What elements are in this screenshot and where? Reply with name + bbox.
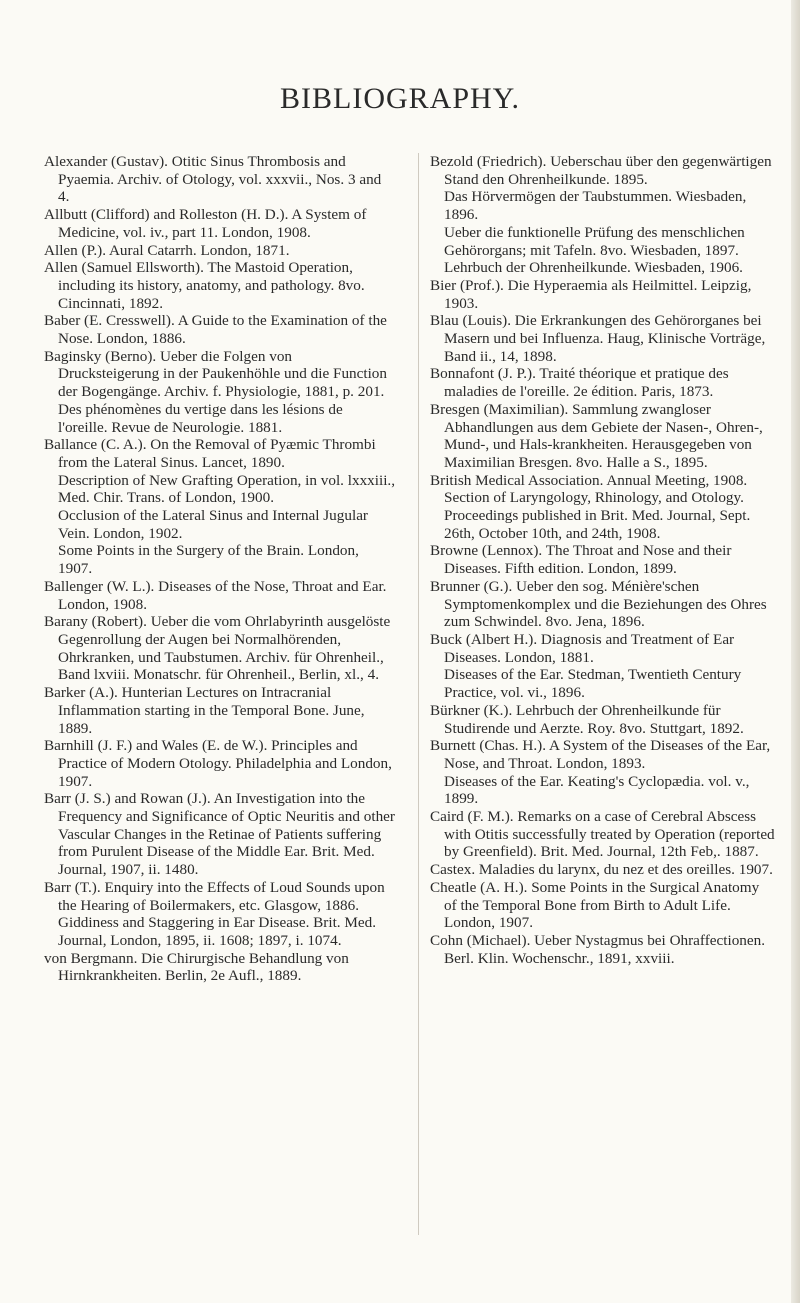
bibliography-subentry: Diseases of the Ear. Stedman, Twentieth Century Practice, vol. vi., 1896. bbox=[444, 666, 742, 702]
bibliography-subentry: Das Hörvermögen der Taubstummen. Wiesbaden, 1896. bbox=[444, 188, 747, 224]
bibliography-subentry: Some Points in the Surgery of the Brain. London, 1907. bbox=[58, 542, 359, 578]
bibliography-subentry: Des phénomènes du vertige dans les lésions de l'oreille. Revue de Neurologie. 1881. bbox=[58, 400, 343, 436]
bibliography-entry: Bier (Prof.). Die Hyperaemia als Heilmittel. Leipzig, 1903. bbox=[430, 276, 752, 312]
page-edge bbox=[791, 0, 800, 1303]
bibliography-subentry: Occlusion of the Lateral Sinus and Internal Jugular Vein. London, 1902. bbox=[58, 507, 368, 542]
bibliography-entry: Buck (Albert H.). Diagnosis and Treatment of Ear Diseases. London, 1881. bbox=[430, 630, 735, 666]
bibliography-entry: Cohn (Michael). Ueber Nystagmus bei Ohraffectionen. Berl. Klin. Wochenschr., 1891, xxviii. bbox=[430, 931, 766, 967]
bibliography-entry: Ballenger (W. L.). Diseases of the Nose, Throat and Ear. London, 1908. bbox=[44, 577, 387, 613]
bibliography-entry: Bürkner (K.). Lehrbuch der Ohrenheilkunde für Studirende und Aerzte. Roy. 8vo. Stuttgart, 1892. bbox=[430, 701, 744, 737]
bibliography-entry: Allen (P.). Aural Catarrh. London, 1871. bbox=[44, 241, 290, 259]
bibliography-entry: Ballance (C. A.). On the Removal of Pyæmic Thrombi from the Lateral Sinus. Lancet, 1890. bbox=[44, 436, 376, 471]
bibliography-subentry: Ueber die funktionelle Prüfung des menschlichen Gehörorgans; mit Tafeln. 8vo. Wiesbaden, 1897. bbox=[444, 223, 745, 259]
bibliography-entry: Castex. Maladies du larynx, du nez et des oreilles. 1907. bbox=[430, 861, 773, 879]
bibliography-entry: Baber (E. Cresswell). A Guide to the Examination of the Nose. London, 1886. bbox=[44, 312, 387, 348]
bibliography-subentry: Giddiness and Staggering in Ear Disease. Brit. Med. Journal, London, 1895, ii. 1608; 1897, i. 1074. bbox=[58, 914, 377, 949]
bibliography-entry: Bezold (Friedrich). Ueberschau über den gegenwärtigen Stand den Ohrenheilkunde. 1895. bbox=[430, 153, 772, 188]
bibliography-entry: Barr (T.). Enquiry into the Effects of Loud Sounds upon the Hearing of Boilermakers, etc. Glasgow, 1886. bbox=[44, 878, 385, 914]
bibliography-entry: Bonnafont (J. P.). Traité théorique et pratique des maladies de l'oreille. 2e édition. Paris, 1873. bbox=[430, 365, 729, 401]
bibliography-entry: Allbutt (Clifford) and Rolleston (H. D.). A System of Medicine, vol. iv., part 11. London, 1908. bbox=[44, 206, 367, 241]
bibliography-entry: Burnett (Chas. H.). A System of the Diseases of the Ear, Nose, and Throat. London, 1893. bbox=[430, 737, 771, 772]
bibliography-entry: Barany (Robert). Ueber die vom Ohrlabyrinth ausgelöste Gegenrollung der Augen bei Normalhörenden, Ohrkranken, und Taubstumen. Archiv. für Ohrenheil., Band lxviii. Monatschr. für Ohrenheil., Berlin, xl., 4. bbox=[44, 613, 391, 684]
bibliography-subentry: Lehrbuch der Ohrenheilkunde. Wiesbaden, 1906. bbox=[444, 259, 743, 277]
page-title: BIBLIOGRAPHY. bbox=[280, 82, 520, 116]
column-divider bbox=[418, 153, 419, 1235]
bibliography-entry: von Bergmann. Die Chirurgische Behandlung von Hirnkrankheiten. Berlin, 2e Aufl., 1889. bbox=[44, 949, 349, 985]
bibliography-entry: Barker (A.). Hunterian Lectures on Intracranial Inflammation starting in the Temporal Bone. June, 1889. bbox=[44, 684, 365, 737]
bibliography-subentry: Description of New Grafting Operation, in vol. lxxxiii., Med. Chir. Trans. of London, 1900. bbox=[58, 471, 396, 507]
bibliography-right-column bbox=[430, 153, 775, 967]
bibliography-entry: Barnhill (J. F.) and Wales (E. de W.). Principles and Practice of Modern Otology. Philadelphia and London, 1907. bbox=[44, 737, 392, 790]
bibliography-entry: Allen (Samuel Ellsworth). The Mastoid Operation, including its history, anatomy, and pathology. 8vo. Cincinnati, 1892. bbox=[44, 259, 365, 312]
bibliography-entry: British Medical Association. Annual Meeting, 1908. Section of Laryngology, Rhinology, and Otology. Proceedings published in Brit. Med. Journal, Sept. 26th, October 10th, and 24th, 1908. bbox=[430, 471, 751, 542]
bibliography-entry: Browne (Lennox). The Throat and Nose and their Diseases. Fifth edition. London, 1899. bbox=[430, 542, 732, 578]
bibliography-entry: Barr (J. S.) and Rowan (J.). An Investigation into the Frequency and Significance of Optic Neuritis and other Vascular Changes in the Retinae of Patients suffering from Purulent Disease of the Middle Ear. Brit. Med. Journal, 1907, ii. 1480. bbox=[44, 790, 395, 879]
bibliography-left-column bbox=[44, 153, 396, 985]
bibliography-entry: Blau (Louis). Die Erkrankungen des Gehörorganes bei Masern und bei Influenza. Haug, Klinische Vorträge, Band ii., 14, 1898. bbox=[430, 312, 766, 365]
bibliography-entry: Caird (F. M.). Remarks on a case of Cerebral Abscess with Otitis successfully treated by Operation (reported by Greenfield). Brit. Med. Journal, 12th Feb,. 1887. bbox=[430, 808, 775, 861]
bibliography-subentry: Diseases of the Ear. Keating's Cyclopædia. vol. v., 1899. bbox=[444, 772, 750, 808]
bibliography-entry: Alexander (Gustav). Otitic Sinus Thrombosis and Pyaemia. Archiv. of Otology, vol. xxxvii., Nos. 3 and 4. bbox=[44, 153, 382, 206]
bibliography-entry: Bresgen (Maximilian). Sammlung zwangloser Abhandlungen aus dem Gebiete der Nasen-, Ohren-, Mund-, und Hals-krankheiten. Herausgegeben von Maximilian Bresgen. 8vo. Halle a S., 1895. bbox=[430, 400, 763, 471]
bibliography-entry: Baginsky (Berno). Ueber die Folgen von Drucksteigerung in der Paukenhöhle und die Function der Bogengänge. Archiv. f. Physiologie, 1881, p. 201. bbox=[44, 347, 387, 401]
bibliography-entry: Brunner (G.). Ueber den sog. Ménière'schen Symptomenkomplex und die Beziehungen des Ohres zum Schwindel. 8vo. Jena, 1896. bbox=[430, 577, 767, 631]
bibliography-entry: Cheatle (A. H.). Some Points in the Surgical Anatomy of the Temporal Bone from Birth to Adult Life. London, 1907. bbox=[430, 878, 760, 932]
